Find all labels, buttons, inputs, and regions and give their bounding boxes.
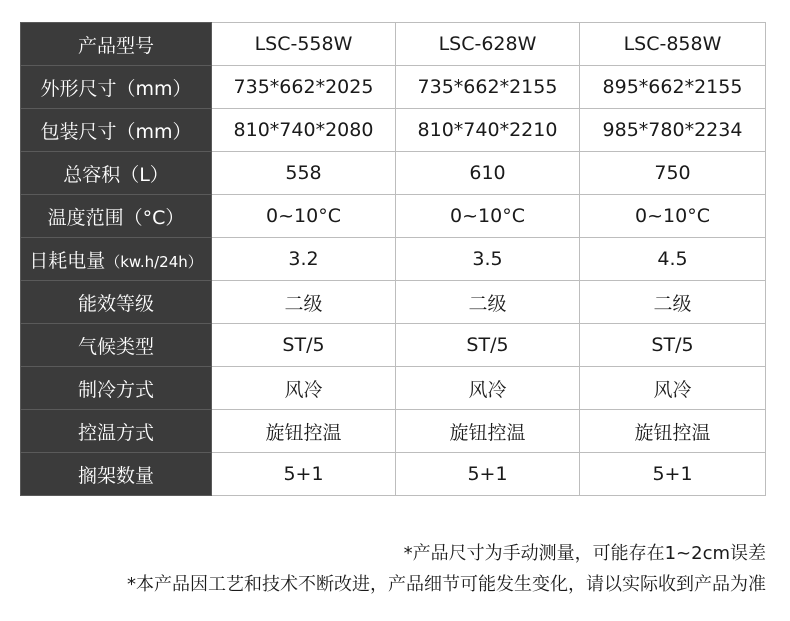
table-cell: LSC-858W [580, 23, 766, 66]
row-header: 总容积（L） [21, 152, 212, 195]
table-row [21, 453, 766, 496]
table-row [21, 238, 766, 281]
table-cell: 风冷 [396, 367, 580, 410]
table-cell: 610 [396, 152, 580, 195]
table-cell: 750 [580, 152, 766, 195]
row-header: 搁架数量 [21, 453, 212, 496]
table-row [21, 109, 766, 152]
row-header: 外形尺寸（mm） [21, 66, 212, 109]
table-row [21, 410, 766, 453]
row-header-label: 日耗电量 [29, 249, 106, 272]
table-cell: 二级 [212, 281, 396, 324]
table-cell: 985*780*2234 [580, 109, 766, 152]
table-cell: 二级 [396, 281, 580, 324]
row-header: 制冷方式 [21, 367, 212, 410]
table-cell: LSC-558W [212, 23, 396, 66]
row-header-unit: （kw.h/24h） [105, 252, 203, 271]
table-cell: 895*662*2155 [580, 66, 766, 109]
table-cell: ST/5 [580, 324, 766, 367]
table-cell: 二级 [580, 281, 766, 324]
table-cell: 旋钮控温 [580, 410, 766, 453]
table-cell: 旋钮控温 [396, 410, 580, 453]
footnote-disclaimer: *本产品因工艺和技术不断改进，产品细节可能发生变化，请以实际收到产品为准 [127, 574, 766, 595]
footnote-measurement: *产品尺寸为手动测量，可能存在1~2cm误差 [403, 543, 766, 564]
row-header: 能效等级 [21, 281, 212, 324]
table-row [21, 324, 766, 367]
row-header: 包装尺寸（mm） [21, 109, 212, 152]
table-cell: LSC-628W [396, 23, 580, 66]
table-cell: 4.5 [580, 238, 766, 281]
table-cell: 0~10°C [396, 195, 580, 238]
table-row [21, 195, 766, 238]
row-header: 控温方式 [21, 410, 212, 453]
table-cell: ST/5 [396, 324, 580, 367]
table-row [21, 281, 766, 324]
table-cell: 风冷 [580, 367, 766, 410]
table-cell: 风冷 [212, 367, 396, 410]
table-cell: 旋钮控温 [212, 410, 396, 453]
table-cell: 735*662*2025 [212, 66, 396, 109]
table-cell: 3.5 [396, 238, 580, 281]
table-cell: 5+1 [580, 453, 766, 496]
row-header [21, 238, 212, 281]
table-row [21, 367, 766, 410]
table-cell: 5+1 [212, 453, 396, 496]
table-cell: 5+1 [396, 453, 580, 496]
table-cell: 558 [212, 152, 396, 195]
table-cell: 810*740*2080 [212, 109, 396, 152]
table-cell: 810*740*2210 [396, 109, 580, 152]
spec-table [20, 22, 766, 496]
table-row [21, 66, 766, 109]
table-cell: 3.2 [212, 238, 396, 281]
row-header: 温度范围（°C） [21, 195, 212, 238]
row-header: 产品型号 [21, 23, 212, 66]
table-cell: 735*662*2155 [396, 66, 580, 109]
footnotes [127, 538, 766, 600]
table-row [21, 152, 766, 195]
table-cell: ST/5 [212, 324, 396, 367]
table-cell: 0~10°C [580, 195, 766, 238]
row-header: 气候类型 [21, 324, 212, 367]
table-cell: 0~10°C [212, 195, 396, 238]
table-row [21, 23, 766, 66]
